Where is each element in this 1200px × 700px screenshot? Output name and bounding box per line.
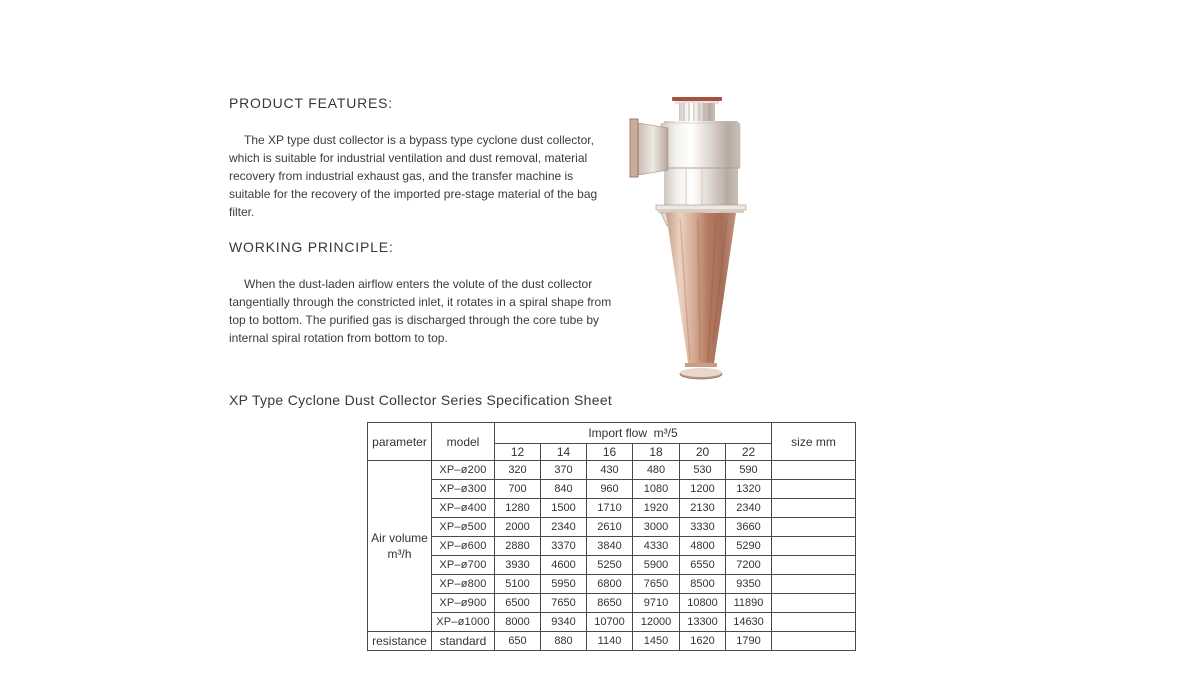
value-cell: 2340 bbox=[541, 518, 587, 537]
resistance-row bbox=[368, 632, 856, 651]
table-row bbox=[368, 537, 856, 556]
col-header-size: size mm bbox=[772, 423, 856, 461]
model-cell: XP–ø600 bbox=[432, 537, 495, 556]
flow-col-18: 18 bbox=[633, 444, 680, 461]
value-cell: 9710 bbox=[633, 594, 680, 613]
size-cell bbox=[772, 613, 856, 632]
value-cell: 1080 bbox=[633, 480, 680, 499]
table-row bbox=[368, 556, 856, 575]
value-cell: 880 bbox=[541, 632, 587, 651]
model-cell: XP–ø400 bbox=[432, 499, 495, 518]
value-cell: 10800 bbox=[680, 594, 726, 613]
value-cell: 1500 bbox=[541, 499, 587, 518]
value-cell: 11890 bbox=[726, 594, 772, 613]
value-cell: 8000 bbox=[495, 613, 541, 632]
value-cell: 13300 bbox=[680, 613, 726, 632]
value-cell: 10700 bbox=[587, 613, 633, 632]
principle-paragraph: When the dust-laden airflow enters the volute of the dust collector tangentially through the constricted inlet, it rotates in a spiral shape from top to bottom. The purified gas is discharged through the core tube by internal spiral rotation from bottom to top. bbox=[229, 277, 612, 345]
resistance-standard-cell: standard bbox=[432, 632, 495, 651]
value-cell: 4330 bbox=[633, 537, 680, 556]
value-cell: 2000 bbox=[495, 518, 541, 537]
value-cell: 370 bbox=[541, 461, 587, 480]
value-cell: 1620 bbox=[680, 632, 726, 651]
model-cell: XP–ø800 bbox=[432, 575, 495, 594]
value-cell: 8500 bbox=[680, 575, 726, 594]
value-cell: 6500 bbox=[495, 594, 541, 613]
value-cell: 1450 bbox=[633, 632, 680, 651]
value-cell: 1140 bbox=[587, 632, 633, 651]
value-cell: 840 bbox=[541, 480, 587, 499]
principle-heading: WORKING PRINCIPLE: bbox=[229, 239, 394, 255]
flow-col-12: 12 bbox=[495, 444, 541, 461]
value-cell: 700 bbox=[495, 480, 541, 499]
size-cell bbox=[772, 556, 856, 575]
value-cell: 8650 bbox=[587, 594, 633, 613]
size-cell bbox=[772, 518, 856, 537]
spec-table bbox=[367, 422, 856, 651]
model-cell: XP–ø900 bbox=[432, 594, 495, 613]
cyclone-dust-collector-photo bbox=[628, 93, 750, 385]
model-cell: XP–ø1000 bbox=[432, 613, 495, 632]
air-volume-parameter-cell bbox=[368, 461, 432, 632]
value-cell: 3000 bbox=[633, 518, 680, 537]
size-cell bbox=[772, 575, 856, 594]
value-cell: 3330 bbox=[680, 518, 726, 537]
value-cell: 9350 bbox=[726, 575, 772, 594]
value-cell: 7200 bbox=[726, 556, 772, 575]
model-cell: XP–ø300 bbox=[432, 480, 495, 499]
value-cell: 2610 bbox=[587, 518, 633, 537]
value-cell: 960 bbox=[587, 480, 633, 499]
value-cell: 6800 bbox=[587, 575, 633, 594]
value-cell: 5290 bbox=[726, 537, 772, 556]
value-cell: 480 bbox=[633, 461, 680, 480]
size-cell bbox=[772, 480, 856, 499]
value-cell: 5950 bbox=[541, 575, 587, 594]
value-cell: 1710 bbox=[587, 499, 633, 518]
model-cell: XP–ø700 bbox=[432, 556, 495, 575]
size-cell bbox=[772, 632, 856, 651]
value-cell: 9340 bbox=[541, 613, 587, 632]
value-cell: 6550 bbox=[680, 556, 726, 575]
value-cell: 4800 bbox=[680, 537, 726, 556]
value-cell: 530 bbox=[680, 461, 726, 480]
flow-col-14: 14 bbox=[541, 444, 587, 461]
value-cell: 4600 bbox=[541, 556, 587, 575]
outlet-cap bbox=[672, 97, 722, 101]
size-cell bbox=[772, 461, 856, 480]
table-row bbox=[368, 480, 856, 499]
value-cell: 7650 bbox=[633, 575, 680, 594]
inlet-flange bbox=[630, 119, 638, 177]
resistance-parameter-cell: resistance bbox=[368, 632, 432, 651]
col-header-parameter: parameter bbox=[368, 423, 432, 461]
features-paragraph: The XP type dust collector is a bypass type cyclone dust collector, which is suitable for industrial ventilation and dust removal, material recovery from industrial exhaust gas, and the transfer machine is suitable for the recovery of the imported pre-stage material of the bag filter. bbox=[229, 133, 598, 219]
value-cell: 12000 bbox=[633, 613, 680, 632]
size-cell bbox=[772, 594, 856, 613]
value-cell: 3840 bbox=[587, 537, 633, 556]
table-row bbox=[368, 613, 856, 632]
value-cell: 1280 bbox=[495, 499, 541, 518]
value-cell: 430 bbox=[587, 461, 633, 480]
table-row bbox=[368, 518, 856, 537]
table-row bbox=[368, 499, 856, 518]
value-cell: 5250 bbox=[587, 556, 633, 575]
value-cell: 320 bbox=[495, 461, 541, 480]
size-cell bbox=[772, 499, 856, 518]
value-cell: 2880 bbox=[495, 537, 541, 556]
model-cell: XP–ø200 bbox=[432, 461, 495, 480]
flow-col-16: 16 bbox=[587, 444, 633, 461]
value-cell: 3930 bbox=[495, 556, 541, 575]
model-cell: XP–ø500 bbox=[432, 518, 495, 537]
value-cell: 5100 bbox=[495, 575, 541, 594]
value-cell: 1200 bbox=[680, 480, 726, 499]
table-row bbox=[368, 594, 856, 613]
features-heading: PRODUCT FEATURES: bbox=[229, 95, 393, 111]
value-cell: 2130 bbox=[680, 499, 726, 518]
value-cell: 14630 bbox=[726, 613, 772, 632]
value-cell: 1790 bbox=[726, 632, 772, 651]
spec-sheet-title: XP Type Cyclone Dust Collector Series Specification Sheet bbox=[229, 392, 613, 408]
flow-col-22: 22 bbox=[726, 444, 772, 461]
table-row bbox=[368, 461, 856, 480]
size-cell bbox=[772, 537, 856, 556]
air-volume-label: Air volume bbox=[371, 531, 428, 545]
value-cell: 590 bbox=[726, 461, 772, 480]
table-row bbox=[368, 575, 856, 594]
value-cell: 5900 bbox=[633, 556, 680, 575]
air-volume-unit: m³/h bbox=[387, 547, 412, 561]
value-cell: 2340 bbox=[726, 499, 772, 518]
value-cell: 3660 bbox=[726, 518, 772, 537]
value-cell: 1920 bbox=[633, 499, 680, 518]
col-header-import-flow: Import flow m³/5 bbox=[495, 423, 772, 444]
value-cell: 3370 bbox=[541, 537, 587, 556]
value-cell: 650 bbox=[495, 632, 541, 651]
value-cell: 1320 bbox=[726, 480, 772, 499]
value-cell: 7650 bbox=[541, 594, 587, 613]
col-header-model: model bbox=[432, 423, 495, 461]
flow-col-20: 20 bbox=[680, 444, 726, 461]
